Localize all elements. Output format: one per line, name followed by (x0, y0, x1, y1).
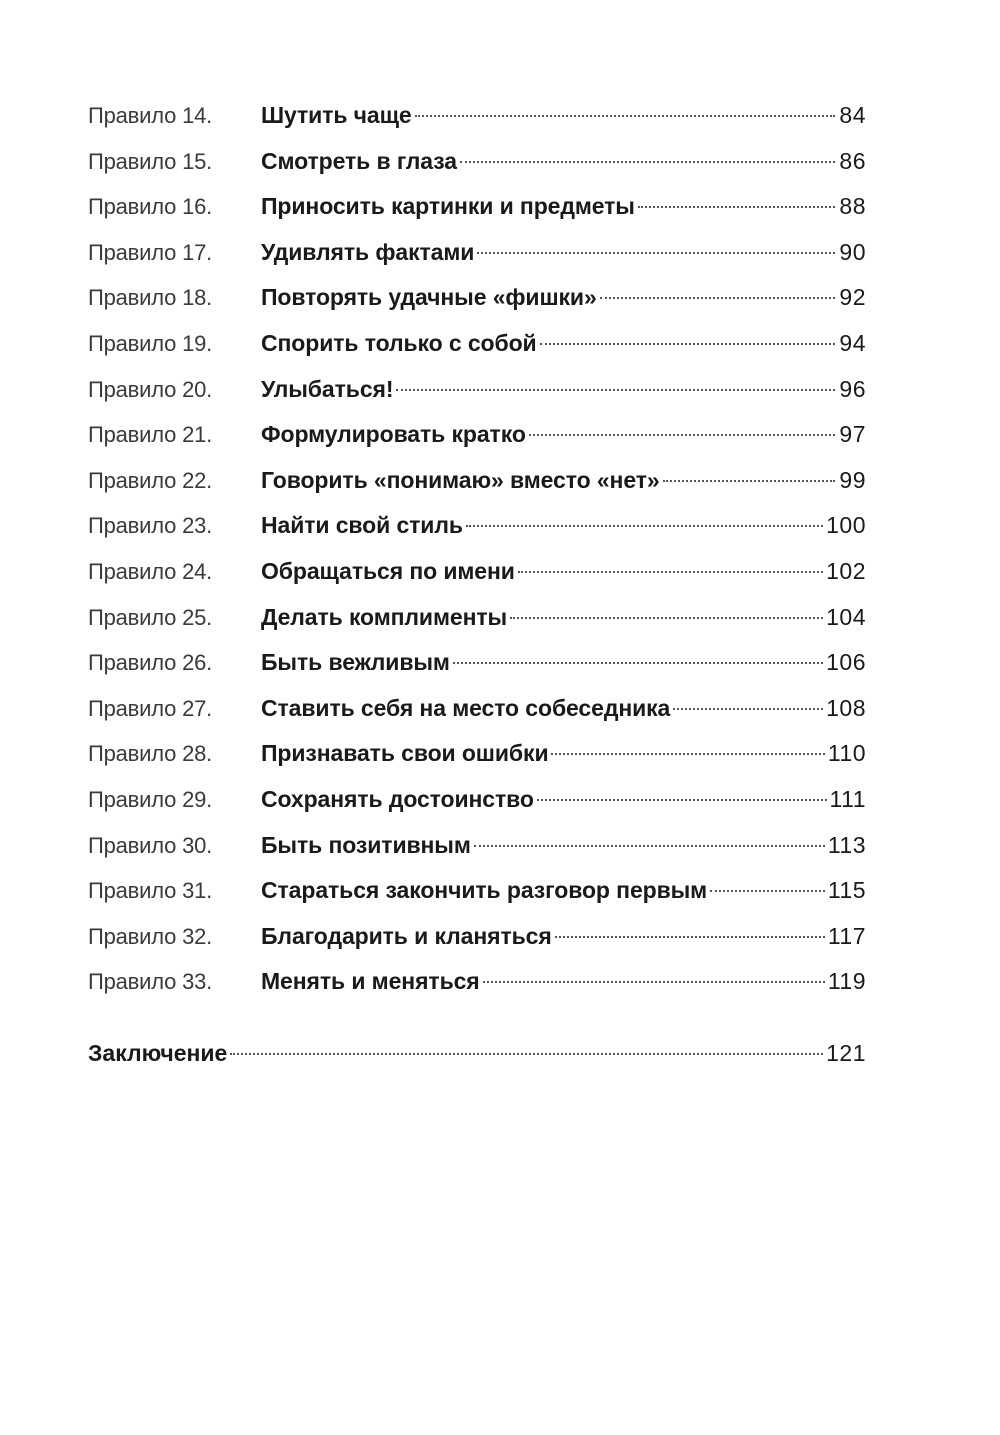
toc-entry[interactable] (88, 777, 866, 823)
toc-entry[interactable] (88, 367, 866, 413)
rule-title: Говорить «понимаю» вместо «нет» (261, 466, 660, 493)
dot-leader (537, 799, 827, 801)
toc-entry[interactable] (88, 503, 866, 549)
toc-entry[interactable] (88, 959, 866, 1005)
toc-entry[interactable] (88, 93, 866, 139)
dot-leader (460, 161, 835, 163)
rule-number-label: Правило 30. (88, 832, 213, 858)
page-number: 115 (827, 877, 866, 904)
conclusion-title: Заключение (88, 1039, 228, 1066)
rule-number-label: Правило 28. (88, 741, 213, 767)
page-number: 113 (827, 831, 866, 858)
rule-number-label: Правило 33. (88, 969, 213, 995)
toc-entry[interactable] (88, 640, 866, 686)
dot-leader (474, 845, 825, 847)
page-number: 106 (826, 649, 866, 676)
page-number: 97 (839, 421, 866, 448)
page-number: 100 (826, 512, 866, 539)
rule-number-label: Правило 22. (88, 467, 213, 493)
dot-leader (551, 753, 824, 755)
rule-number-label: Правило 14. (88, 103, 213, 128)
rule-number-label: Правило 29. (88, 786, 213, 812)
toc-entry[interactable] (88, 184, 866, 230)
rule-number-label: Правило 31. (88, 878, 213, 904)
table-of-contents (88, 93, 866, 1076)
rule-number-label: Правило 27. (88, 695, 213, 721)
dot-leader (396, 389, 835, 391)
toc-conclusion-entry[interactable] (88, 1031, 866, 1076)
rule-number-label: Правило 25. (88, 604, 213, 630)
rule-number-label: Правило 26. (88, 650, 213, 676)
rule-number-label: Правило 23. (88, 513, 213, 539)
rule-title: Благодарить и кланяться (261, 922, 552, 949)
page-number: 117 (827, 922, 866, 949)
page-number: 108 (826, 694, 866, 721)
rule-number-label: Правило 21. (88, 422, 213, 448)
toc-entry[interactable] (88, 458, 866, 504)
toc-entry[interactable] (88, 823, 866, 869)
toc-entry[interactable] (88, 595, 866, 641)
rule-number-label: Правило 16. (88, 194, 213, 220)
page-number: 102 (826, 557, 866, 584)
rule-title: Обращаться по имени (261, 557, 515, 584)
rule-title: Быть позитивным (261, 831, 471, 858)
rule-title: Ставить себя на место собеседника (261, 694, 671, 721)
rule-number-label: Правило 32. (88, 923, 213, 949)
toc-entry[interactable] (88, 731, 866, 777)
page-number: 88 (839, 193, 866, 220)
dot-leader (540, 343, 835, 345)
toc-entry[interactable] (88, 412, 866, 458)
rule-number-label: Правило 24. (88, 558, 213, 584)
dot-leader (453, 662, 823, 664)
rule-number-label: Правило 19. (88, 330, 213, 356)
rule-title: Повторять удачные «фишки» (261, 284, 597, 311)
rule-title: Смотреть в глаза (261, 147, 457, 174)
page-number: 94 (839, 329, 866, 356)
rule-title: Улыбаться! (261, 375, 394, 402)
dot-leader (518, 571, 823, 573)
toc-entry[interactable] (88, 914, 866, 960)
rule-title: Быть вежливым (261, 649, 450, 676)
rule-number-label: Правило 17. (88, 239, 213, 265)
rule-title: Формулировать кратко (261, 421, 526, 448)
page-number: 90 (839, 238, 866, 265)
rule-title: Удивлять фактами (261, 238, 475, 265)
page-number: 92 (839, 284, 866, 311)
toc-entry[interactable] (88, 321, 866, 367)
toc-entry[interactable] (88, 868, 866, 914)
dot-leader (510, 617, 823, 619)
conclusion-page-number: 121 (826, 1039, 866, 1066)
rule-title: Признавать свои ошибки (261, 740, 549, 767)
page-number: 99 (839, 466, 866, 493)
dot-leader (600, 297, 835, 299)
dot-leader (483, 981, 825, 983)
rule-title: Приносить картинки и предметы (261, 193, 635, 220)
page-number: 104 (826, 603, 866, 630)
rule-title: Делать комплименты (261, 603, 508, 630)
dot-leader (415, 115, 835, 117)
rule-title: Стараться закончить разговор первым (261, 877, 708, 904)
toc-entry[interactable] (88, 686, 866, 732)
dot-leader (555, 936, 825, 938)
dot-leader (230, 1053, 823, 1055)
dot-leader (638, 206, 835, 208)
page-number: 119 (827, 968, 866, 995)
dot-leader (529, 434, 835, 436)
dot-leader (663, 480, 835, 482)
dot-leader (466, 525, 823, 527)
toc-entry[interactable] (88, 549, 866, 595)
rule-title: Шутить чаще (261, 102, 412, 128)
toc-entry[interactable] (88, 139, 866, 185)
rule-title: Найти свой стиль (261, 512, 463, 539)
dot-leader (477, 252, 835, 254)
toc-entry[interactable] (88, 230, 866, 276)
rule-title: Сохранять достоинство (261, 785, 534, 812)
page-number: 110 (827, 740, 866, 767)
rule-number-label: Правило 15. (88, 148, 213, 174)
dot-leader (673, 708, 823, 710)
page-number: 84 (839, 102, 866, 128)
toc-rule-list (88, 93, 866, 1005)
page-number: 111 (829, 785, 866, 812)
rule-number-label: Правило 20. (88, 376, 213, 402)
rule-title: Менять и меняться (261, 968, 480, 995)
rule-title: Спорить только с собой (261, 329, 537, 356)
page-number: 86 (839, 147, 866, 174)
dot-leader (710, 890, 825, 892)
toc-entry[interactable] (88, 275, 866, 321)
rule-number-label: Правило 18. (88, 285, 213, 311)
page-number: 96 (839, 375, 866, 402)
